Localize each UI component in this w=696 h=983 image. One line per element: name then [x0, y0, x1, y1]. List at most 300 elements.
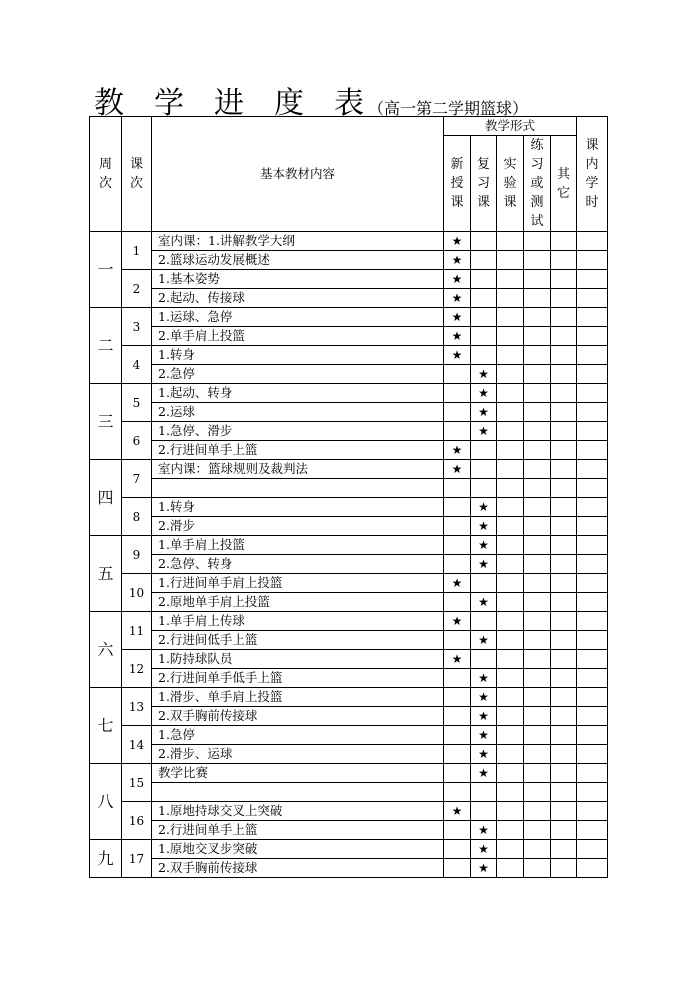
form-cell: [497, 764, 524, 783]
form-cell: [497, 403, 524, 422]
content-cell: 2.运球: [152, 403, 444, 422]
star-mark: ★: [444, 327, 471, 346]
table-row: [90, 783, 608, 802]
week-label: 四: [90, 460, 122, 536]
hours-cell: [577, 327, 608, 346]
star-mark: ★: [471, 555, 497, 574]
form-cell: [497, 574, 524, 593]
form-cell: [497, 536, 524, 555]
lesson-number: 17: [122, 840, 152, 878]
content-cell: 1.滑步、单手肩上投篮: [152, 688, 444, 707]
hours-cell: [577, 232, 608, 251]
hours-cell: [577, 707, 608, 726]
content-cell: 1.基本姿势: [152, 270, 444, 289]
content-cell: 1.急停: [152, 726, 444, 745]
hours-cell: [577, 688, 608, 707]
star-mark: ★: [471, 688, 497, 707]
form-cell: [497, 859, 524, 878]
table-row: [90, 840, 608, 859]
hours-cell: [577, 612, 608, 631]
form-cell: [524, 498, 551, 517]
page-title: [94, 78, 529, 121]
form-cell: [551, 498, 577, 517]
table-row: [90, 707, 608, 726]
content-cell: 2.原地单手肩上投篮: [152, 593, 444, 612]
lesson-number: 13: [122, 688, 152, 726]
form-cell: [497, 441, 524, 460]
table-row: [90, 726, 608, 745]
form-cell: [551, 764, 577, 783]
table-row: [90, 308, 608, 327]
star-mark: ★: [471, 745, 497, 764]
form-cell: [551, 251, 577, 270]
lesson-number: 8: [122, 498, 152, 536]
form-cell: [524, 365, 551, 384]
lesson-number: 7: [122, 460, 152, 498]
form-cell: [551, 745, 577, 764]
header-form-practice: 练习或测试: [524, 136, 551, 232]
hours-cell: [577, 308, 608, 327]
form-cell: [551, 270, 577, 289]
form-cell: [524, 251, 551, 270]
form-cell: [524, 726, 551, 745]
table-row: [90, 346, 608, 365]
lesson-number: 1: [122, 232, 152, 270]
form-cell: [471, 270, 497, 289]
hours-cell: [577, 859, 608, 878]
form-cell: [444, 783, 471, 802]
header-form-group: 教学形式: [444, 117, 577, 136]
star-mark: ★: [471, 631, 497, 650]
form-cell: [524, 612, 551, 631]
star-mark: ★: [471, 821, 497, 840]
form-cell: [524, 308, 551, 327]
hours-cell: [577, 726, 608, 745]
hours-cell: [577, 365, 608, 384]
form-cell: [524, 517, 551, 536]
form-cell: [551, 802, 577, 821]
star-mark: ★: [444, 441, 471, 460]
content-cell: 2.行进间低手上篮: [152, 631, 444, 650]
content-cell: 2.行进间单手低手上篮: [152, 669, 444, 688]
week-label: 七: [90, 688, 122, 764]
form-cell: [524, 403, 551, 422]
title-main: 教学进度表: [94, 86, 394, 121]
form-cell: [497, 631, 524, 650]
form-cell: [524, 422, 551, 441]
form-cell: [497, 365, 524, 384]
form-cell: [551, 821, 577, 840]
table-row: [90, 650, 608, 669]
form-cell: [524, 574, 551, 593]
form-cell: [497, 251, 524, 270]
header-week: 周次: [90, 117, 122, 232]
form-cell: [524, 460, 551, 479]
form-cell: [524, 384, 551, 403]
form-cell: [551, 384, 577, 403]
content-cell: 2.急停、转身: [152, 555, 444, 574]
form-cell: [444, 593, 471, 612]
form-cell: [497, 422, 524, 441]
content-cell: 2.急停: [152, 365, 444, 384]
form-cell: [497, 840, 524, 859]
content-cell: 1.单手肩上传球: [152, 612, 444, 631]
content-cell: 1.转身: [152, 498, 444, 517]
content-cell: 室内课：篮球规则及裁判法: [152, 460, 444, 479]
form-cell: [497, 555, 524, 574]
star-mark: ★: [471, 384, 497, 403]
hours-cell: [577, 783, 608, 802]
form-cell: [524, 327, 551, 346]
form-cell: [551, 327, 577, 346]
content-cell: 2.滑步、运球: [152, 745, 444, 764]
form-cell: [551, 859, 577, 878]
form-cell: [471, 232, 497, 251]
hours-cell: [577, 441, 608, 460]
hours-cell: [577, 631, 608, 650]
content-cell: 2.起动、传接球: [152, 289, 444, 308]
hours-cell: [577, 536, 608, 555]
hours-cell: [577, 289, 608, 308]
form-cell: [497, 289, 524, 308]
form-cell: [524, 479, 551, 498]
star-mark: ★: [471, 422, 497, 441]
form-cell: [471, 441, 497, 460]
form-cell: [444, 422, 471, 441]
content-cell: 室内课：1.讲解教学大纲: [152, 232, 444, 251]
hours-cell: [577, 574, 608, 593]
content-cell: 2.双手胸前传接球: [152, 707, 444, 726]
form-cell: [444, 498, 471, 517]
form-cell: [497, 460, 524, 479]
form-cell: [444, 403, 471, 422]
hours-cell: [577, 593, 608, 612]
form-cell: [551, 536, 577, 555]
hours-cell: [577, 422, 608, 441]
star-mark: ★: [471, 536, 497, 555]
table-row: [90, 289, 608, 308]
header-form-other: 其它: [551, 136, 577, 232]
hours-cell: [577, 669, 608, 688]
table-row: [90, 270, 608, 289]
table-row: [90, 688, 608, 707]
form-cell: [444, 688, 471, 707]
form-cell: [551, 631, 577, 650]
table-row: [90, 365, 608, 384]
form-cell: [444, 365, 471, 384]
star-mark: ★: [444, 574, 471, 593]
week-label: 五: [90, 536, 122, 612]
content-cell: 2.行进间单手上篮: [152, 441, 444, 460]
content-cell: 1.转身: [152, 346, 444, 365]
star-mark: ★: [471, 517, 497, 536]
form-cell: [471, 479, 497, 498]
star-mark: ★: [471, 593, 497, 612]
form-cell: [444, 764, 471, 783]
form-cell: [497, 479, 524, 498]
form-cell: [551, 688, 577, 707]
content-cell: 2.双手胸前传接球: [152, 859, 444, 878]
form-cell: [497, 688, 524, 707]
form-cell: [497, 783, 524, 802]
form-cell: [471, 802, 497, 821]
form-cell: [551, 783, 577, 802]
hours-cell: [577, 555, 608, 574]
content-cell: 1.行进间单手肩上投篮: [152, 574, 444, 593]
week-label: 二: [90, 308, 122, 384]
form-cell: [524, 441, 551, 460]
content-cell: 1.原地持球交叉上突破: [152, 802, 444, 821]
form-cell: [551, 346, 577, 365]
form-cell: [551, 289, 577, 308]
form-cell: [497, 593, 524, 612]
form-cell: [471, 783, 497, 802]
content-cell: 1.原地交叉步突破: [152, 840, 444, 859]
star-mark: ★: [471, 365, 497, 384]
form-cell: [551, 612, 577, 631]
form-cell: [551, 422, 577, 441]
lesson-number: 4: [122, 346, 152, 384]
table-row: [90, 327, 608, 346]
form-cell: [497, 745, 524, 764]
star-mark: ★: [444, 289, 471, 308]
form-cell: [497, 669, 524, 688]
table-row: [90, 669, 608, 688]
table-row: [90, 536, 608, 555]
form-cell: [524, 631, 551, 650]
form-cell: [471, 612, 497, 631]
form-cell: [524, 745, 551, 764]
form-cell: [524, 783, 551, 802]
form-cell: [444, 479, 471, 498]
table-row: [90, 441, 608, 460]
week-label: 三: [90, 384, 122, 460]
table-row: [90, 251, 608, 270]
star-mark: ★: [471, 403, 497, 422]
form-cell: [497, 707, 524, 726]
lesson-number: 9: [122, 536, 152, 574]
star-mark: ★: [444, 270, 471, 289]
lesson-number: 12: [122, 650, 152, 688]
form-cell: [497, 384, 524, 403]
table-row: [90, 612, 608, 631]
table-row: [90, 422, 608, 441]
form-cell: [444, 745, 471, 764]
form-cell: [551, 365, 577, 384]
form-cell: [524, 859, 551, 878]
form-cell: [551, 479, 577, 498]
table-row: [90, 821, 608, 840]
hours-cell: [577, 764, 608, 783]
table-row: [90, 479, 608, 498]
star-mark: ★: [471, 707, 497, 726]
table-row: [90, 384, 608, 403]
form-cell: [444, 726, 471, 745]
hours-cell: [577, 650, 608, 669]
week-label: 九: [90, 840, 122, 878]
header-hours: 课内学时: [577, 117, 608, 232]
week-label: 六: [90, 612, 122, 688]
star-mark: ★: [471, 840, 497, 859]
form-cell: [551, 555, 577, 574]
form-cell: [497, 650, 524, 669]
table-row: [90, 859, 608, 878]
form-cell: [551, 308, 577, 327]
lesson-number: 16: [122, 802, 152, 840]
content-cell: 2.行进间单手上篮: [152, 821, 444, 840]
title-subtitle: （高一第二学期篮球）: [368, 99, 529, 118]
form-cell: [497, 346, 524, 365]
hours-cell: [577, 479, 608, 498]
content-cell: [152, 783, 444, 802]
table-row: [90, 498, 608, 517]
form-cell: [524, 289, 551, 308]
form-cell: [524, 707, 551, 726]
form-cell: [497, 232, 524, 251]
lesson-number: 10: [122, 574, 152, 612]
form-cell: [551, 441, 577, 460]
form-cell: [551, 707, 577, 726]
form-cell: [444, 631, 471, 650]
form-cell: [471, 460, 497, 479]
content-cell: 1.运球、急停: [152, 308, 444, 327]
content-cell: 1.单手肩上投篮: [152, 536, 444, 555]
form-cell: [444, 821, 471, 840]
form-cell: [471, 650, 497, 669]
hours-cell: [577, 517, 608, 536]
form-cell: [524, 650, 551, 669]
week-label: 八: [90, 764, 122, 840]
table-row: [90, 403, 608, 422]
star-mark: ★: [444, 232, 471, 251]
content-cell: [152, 479, 444, 498]
form-cell: [524, 840, 551, 859]
form-cell: [444, 536, 471, 555]
form-cell: [524, 802, 551, 821]
form-cell: [524, 346, 551, 365]
lesson-number: 6: [122, 422, 152, 460]
content-cell: 2.滑步: [152, 517, 444, 536]
lesson-number: 3: [122, 308, 152, 346]
form-cell: [551, 593, 577, 612]
form-cell: [551, 669, 577, 688]
table-row: [90, 745, 608, 764]
lesson-number: 15: [122, 764, 152, 802]
form-cell: [497, 517, 524, 536]
hours-cell: [577, 840, 608, 859]
hours-cell: [577, 460, 608, 479]
star-mark: ★: [444, 308, 471, 327]
star-mark: ★: [444, 346, 471, 365]
form-cell: [551, 403, 577, 422]
lesson-number: 11: [122, 612, 152, 650]
form-cell: [471, 346, 497, 365]
table-row: [90, 232, 608, 251]
form-cell: [551, 517, 577, 536]
lesson-number: 2: [122, 270, 152, 308]
week-label: 一: [90, 232, 122, 308]
form-cell: [497, 270, 524, 289]
hours-cell: [577, 251, 608, 270]
form-cell: [524, 232, 551, 251]
content-cell: 2.篮球运动发展概述: [152, 251, 444, 270]
header-content: 基本教材内容: [152, 117, 444, 232]
content-cell: 1.起动、转身: [152, 384, 444, 403]
form-cell: [471, 251, 497, 270]
star-mark: ★: [444, 460, 471, 479]
table-row: [90, 802, 608, 821]
form-cell: [551, 650, 577, 669]
hours-cell: [577, 802, 608, 821]
hours-cell: [577, 346, 608, 365]
content-cell: 教学比赛: [152, 764, 444, 783]
table-row: [90, 631, 608, 650]
star-mark: ★: [444, 650, 471, 669]
star-mark: ★: [444, 612, 471, 631]
form-cell: [444, 384, 471, 403]
content-cell: 1.急停、滑步: [152, 422, 444, 441]
form-cell: [444, 859, 471, 878]
form-cell: [551, 726, 577, 745]
star-mark: ★: [471, 859, 497, 878]
form-cell: [524, 555, 551, 574]
star-mark: ★: [471, 726, 497, 745]
table-row: [90, 555, 608, 574]
hours-cell: [577, 498, 608, 517]
form-cell: [444, 840, 471, 859]
form-cell: [444, 555, 471, 574]
form-cell: [444, 707, 471, 726]
star-mark: ★: [471, 498, 497, 517]
form-cell: [444, 517, 471, 536]
table-row: [90, 574, 608, 593]
star-mark: ★: [444, 251, 471, 270]
form-cell: [497, 308, 524, 327]
form-cell: [524, 270, 551, 289]
header-form-review: 复习课: [471, 136, 497, 232]
form-cell: [471, 327, 497, 346]
table-row: [90, 517, 608, 536]
form-cell: [551, 460, 577, 479]
form-cell: [524, 593, 551, 612]
form-cell: [497, 802, 524, 821]
star-mark: ★: [471, 669, 497, 688]
hours-cell: [577, 270, 608, 289]
form-cell: [497, 498, 524, 517]
form-cell: [471, 308, 497, 327]
schedule-table: [89, 116, 608, 878]
form-cell: [524, 688, 551, 707]
form-cell: [497, 821, 524, 840]
form-cell: [551, 574, 577, 593]
form-cell: [444, 669, 471, 688]
form-cell: [497, 612, 524, 631]
form-cell: [524, 764, 551, 783]
table-row: [90, 460, 608, 479]
hours-cell: [577, 384, 608, 403]
star-mark: ★: [444, 802, 471, 821]
table-row: [90, 593, 608, 612]
star-mark: ★: [471, 764, 497, 783]
form-cell: [524, 536, 551, 555]
lesson-number: 5: [122, 384, 152, 422]
form-cell: [471, 289, 497, 308]
form-cell: [551, 232, 577, 251]
header-form-new: 新授课: [444, 136, 471, 232]
form-cell: [524, 821, 551, 840]
hours-cell: [577, 745, 608, 764]
form-cell: [497, 327, 524, 346]
